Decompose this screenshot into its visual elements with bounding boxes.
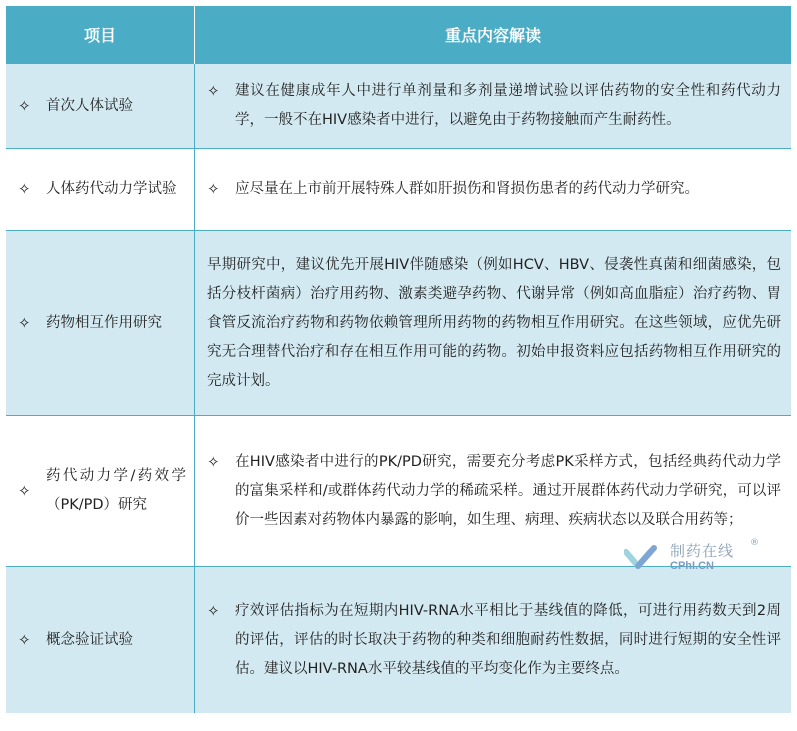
content-cell xyxy=(195,64,792,149)
cphi-watermark xyxy=(624,540,764,578)
diamond-bullet-icon: ✧ xyxy=(207,601,220,620)
item-label: 药物相互作用研究 xyxy=(46,314,162,331)
content-table-container xyxy=(6,6,791,713)
table-row xyxy=(6,567,791,714)
cphi-logo-icon xyxy=(624,542,664,578)
table-row xyxy=(6,64,791,149)
content-text: 早期研究中，建议优先开展HIV伴随感染（例如HCV、HBV、侵袭性真菌和细菌感染，包括分枝杆菌病）治疗用药物、激素类避孕药物、代谢异常（例如高血脂症）治疗药物、胃食管反流治疗药物和药物依赖管理所用药物的药物相互作用研究。在这些领域，应优先研究无合理替代治疗和存在相互作用可能的药物。初始申报资料应包括药物相互作用研究的完成计划。 xyxy=(207,256,781,389)
content-text: 应尽量在上市前开展特殊人群如肝损伤和肾损伤患者的药代动力学研究。 xyxy=(235,181,699,197)
item-label: 药代动力学/药效学（PK/PD）研究 xyxy=(46,468,186,513)
item-label: 概念验证试验 xyxy=(46,631,133,648)
item-cell xyxy=(6,64,195,149)
item-cell xyxy=(6,416,195,567)
table-row xyxy=(6,231,791,416)
content-text: 在HIV感染者中进行的PK/PD研究，需要充分考虑PK采样方式，包括经典药代动力学的富集采样和/或群体药代动力学的稀疏采样。通过开展群体药代动力学研究，可以评价一些因素对药物体内暴露的影响，如生理、病理、疾病状态以及联合用药等； xyxy=(235,453,781,528)
table-header-row xyxy=(6,6,791,64)
item-cell xyxy=(6,567,195,714)
item-label: 首次人体试验 xyxy=(46,97,133,114)
registered-mark: ® xyxy=(750,538,759,548)
item-cell xyxy=(6,231,195,416)
table-row xyxy=(6,149,791,231)
content-cell xyxy=(195,149,792,231)
item-cell xyxy=(6,149,195,231)
diamond-bullet-icon: ✧ xyxy=(207,82,220,100)
content-text: 建议在健康成年人中进行单剂量和多剂量递增试验以评估药物的安全性和药代动力学，一般不在HIV感染者中进行，以避免由于药物接触而产生耐药性。 xyxy=(235,83,781,128)
diamond-bullet-icon: ✧ xyxy=(18,313,31,332)
diamond-bullet-icon: ✧ xyxy=(207,180,220,198)
content-text: 疗效评估指标为在短期内HIV-RNA水平相比于基线值的降低，可进行用药数天到2周的评估，评估的时长取决于药物的种类和细胞耐药性数据，同时进行短期的安全性评估。建议以HIV-RNA水平较基线值的平均变化作为主要终点。 xyxy=(235,602,781,677)
content-cell xyxy=(195,231,792,416)
diamond-bullet-icon: ✧ xyxy=(207,452,220,471)
diamond-bullet-icon: ✧ xyxy=(18,630,31,649)
watermark-name: 制药在线 xyxy=(670,542,735,560)
item-label: 人体药代动力学试验 xyxy=(46,181,177,197)
diamond-bullet-icon: ✧ xyxy=(18,96,31,115)
diamond-bullet-icon: ✧ xyxy=(18,180,31,198)
header-item: 项目 xyxy=(6,6,195,64)
content-cell xyxy=(195,567,792,714)
diamond-bullet-icon: ✧ xyxy=(18,481,31,500)
key-content-table xyxy=(6,6,791,713)
watermark-domain: CPhI.CN xyxy=(670,560,714,572)
header-key-content: 重点内容解读 xyxy=(195,6,792,64)
